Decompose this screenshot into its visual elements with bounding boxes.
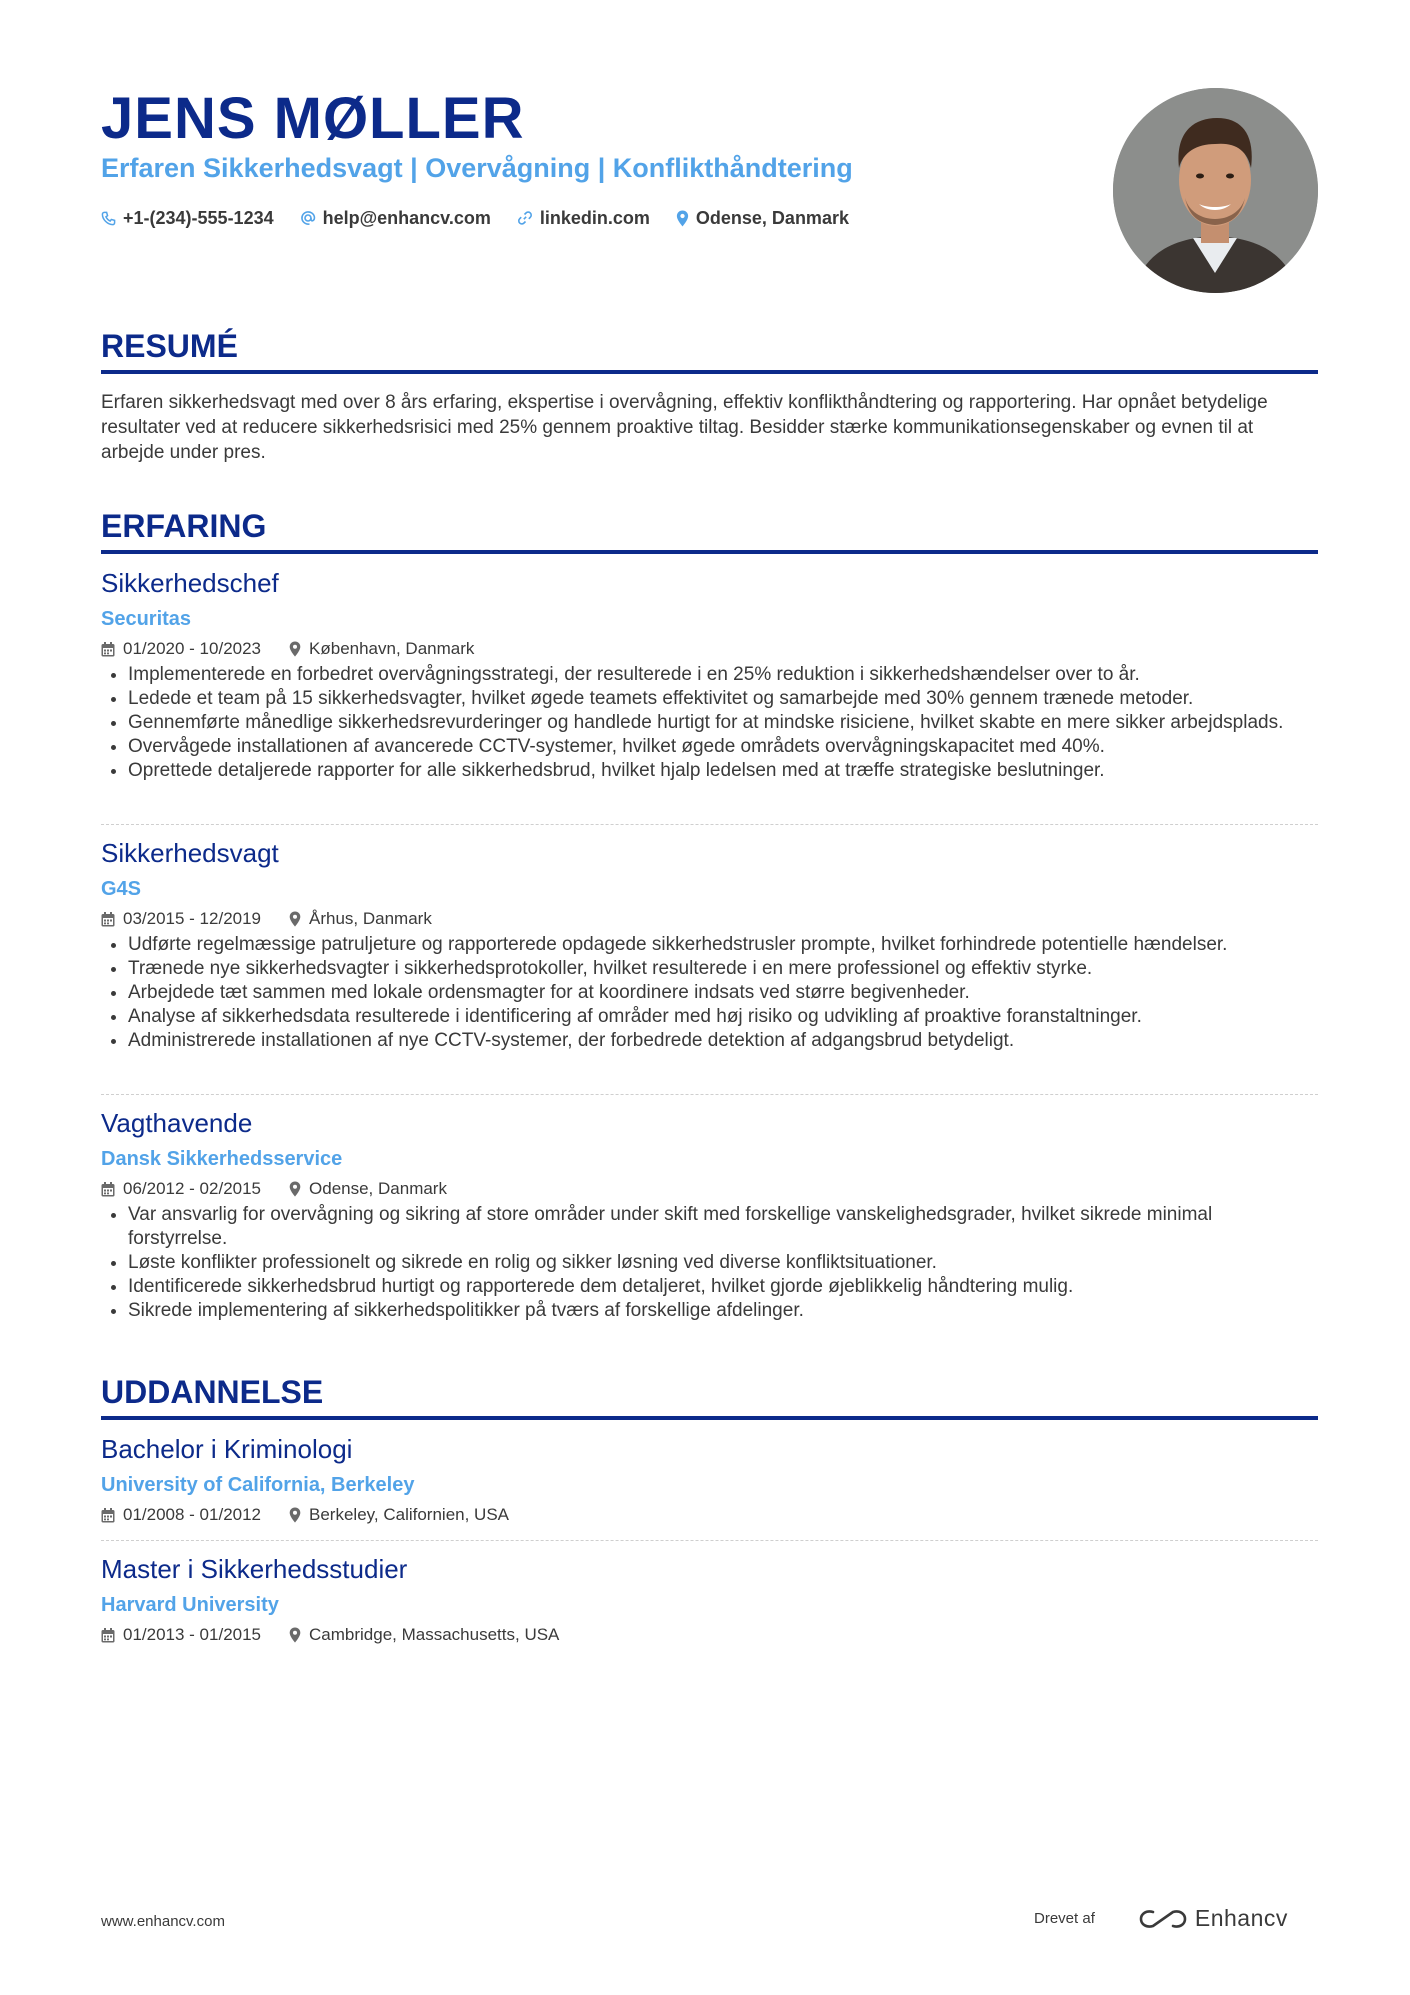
education-location-text: Berkeley, Californien, USA: [309, 1505, 510, 1524]
entry-divider: [101, 824, 1318, 825]
entry-divider: [101, 1540, 1318, 1541]
email-text: help@enhancv.com: [322, 207, 491, 228]
link-icon: [517, 210, 533, 226]
job-location-text: København, Danmark: [309, 639, 475, 658]
experience-entry: [101, 566, 1318, 783]
job-dates: [101, 1177, 261, 1201]
job-location-text: Odense, Danmark: [309, 1179, 447, 1198]
bullet-item: Analyse af sikkerhedsdata resulterede i identificering af områder med høj risiko og udvikling af proaktive foranstaltninger.: [128, 1005, 1318, 1029]
section-title-education: UDDANNELSE: [101, 1372, 1318, 1420]
bullet-item: Trænede nye sikkerhedsvagter i sikkerhedsprotokoller, hvilket resulterede i en mere professionel og effektiv styrke.: [128, 957, 1318, 981]
education-dates: [101, 1503, 261, 1527]
profile-photo: [1113, 88, 1318, 293]
bullet-item: Var ansvarlig for overvågning og sikring af store områder under skift med forskellige vanskelighedsgrader, hvilket sikrede minimal forstyrrelse.: [128, 1203, 1318, 1251]
candidate-name: JENS MØLLER: [101, 86, 525, 151]
location-pin-icon: [289, 1507, 301, 1523]
education-meta: [101, 1623, 1318, 1647]
company-name: Securitas: [101, 608, 192, 630]
job-dates: [101, 907, 261, 931]
bullet-item: Oprettede detaljerede rapporter for alle sikkerhedsbrud, hvilket hjalp ledelsen med at træffe strategiske beslutninger.: [128, 759, 1318, 783]
education-location: [289, 1503, 509, 1527]
job-title: Sikkerhedschef: [101, 568, 279, 598]
bullet-item: Udførte regelmæssige patruljeture og rapporterede opdagede sikkerhedstrusler prompte, hvilket forhindrede potentielle hændelser.: [128, 933, 1318, 957]
location-pin-icon: [289, 911, 301, 927]
school-name: University of California, Berkeley: [101, 1474, 415, 1496]
bullet-item: Løste konflikter professionelt og sikrede en rolig og sikker løsning ved diverse konfliktsituationer.: [128, 1251, 1318, 1275]
calendar-icon: [101, 912, 115, 927]
footer-branding[interactable]: [1034, 1905, 1288, 1932]
candidate-tagline: Erfaren Sikkerhedsvagt | Overvågning | Konflikthåndtering: [101, 153, 853, 183]
education-meta: [101, 1503, 1318, 1527]
contact-email[interactable]: [300, 208, 491, 229]
bullet-item: Gennemførte månedlige sikkerhedsrevurderinger og handlede hurtigt for at mindske risiciene, hvilket skabte en mere sikker arbejdsplads.: [128, 711, 1318, 735]
phone-icon: [101, 211, 116, 226]
degree-title: Master i Sikkerhedsstudier: [101, 1554, 408, 1584]
education-dates: [101, 1623, 261, 1647]
profile-photo-image: [1113, 88, 1318, 293]
company-name: Dansk Sikkerhedsservice: [101, 1148, 343, 1170]
bullet-item: Sikrede implementering af sikkerhedspolitikker på tværs af forskellige afdelinger.: [128, 1299, 1318, 1323]
phone-text: +1-(234)-555-1234: [123, 207, 274, 228]
contact-phone[interactable]: [101, 208, 274, 229]
calendar-icon: [101, 1182, 115, 1197]
bullet-item: Administrerede installationen af nye CCTV-systemer, der forbedrede detektion af adgangsbrud betydeligt.: [128, 1029, 1318, 1053]
powered-by-label: Drevet af: [1034, 1910, 1095, 1927]
education-entry: [101, 1432, 1318, 1527]
school-name: Harvard University: [101, 1594, 279, 1616]
section-title-experience: ERFARING: [101, 506, 1318, 554]
bullet-item: Arbejdede tæt sammen med lokale ordensmagter for at koordinere indsats ved større begivenheder.: [128, 981, 1318, 1005]
location-pin-icon: [676, 210, 689, 227]
job-title: Vagthavende: [101, 1108, 253, 1138]
brand-name: Enhancv: [1194, 1905, 1288, 1931]
location-pin-icon: [289, 1181, 301, 1197]
job-bullets: [101, 663, 1318, 783]
education-entry: [101, 1552, 1318, 1647]
job-location: [289, 907, 432, 931]
job-meta: [101, 637, 1318, 661]
job-location: [289, 1177, 447, 1201]
job-meta: [101, 1177, 1318, 1201]
contact-linkedin[interactable]: [517, 208, 650, 229]
location-pin-icon: [289, 1627, 301, 1643]
calendar-icon: [101, 1628, 115, 1643]
job-location: [289, 637, 474, 661]
job-title: Sikkerhedsvagt: [101, 838, 279, 868]
calendar-icon: [101, 1508, 115, 1523]
location-pin-icon: [289, 641, 301, 657]
education-dates-text: 01/2008 - 01/2012: [123, 1505, 262, 1524]
job-dates-text: 06/2012 - 02/2015: [123, 1179, 262, 1198]
contact-location: [676, 208, 849, 229]
job-bullets: [101, 933, 1318, 1053]
enhancv-logo-icon: [1139, 1907, 1187, 1931]
bullet-item: Implementerede en forbedret overvågningsstrategi, der resulterede i en 25% reduktion i sikkerhedshændelser over to år.: [128, 663, 1318, 687]
job-location-text: Århus, Danmark: [309, 909, 432, 928]
entry-divider: [101, 1094, 1318, 1095]
section-title-summary: RESUMÉ: [101, 326, 1318, 374]
at-icon: [300, 210, 316, 226]
education-dates-text: 01/2013 - 01/2015: [123, 1625, 262, 1644]
job-dates: [101, 637, 261, 661]
bullet-item: Ledede et team på 15 sikkerhedsvagter, hvilket øgede teamets effektivitet og samarbejde med 30% gennem trænede metoder.: [128, 687, 1318, 711]
job-meta: [101, 907, 1318, 931]
job-dates-text: 01/2020 - 10/2023: [123, 639, 262, 658]
bullet-item: Overvågede installationen af avancerede CCTV-systemer, hvilket øgede områdets overvågningskapacitet med 40%.: [128, 735, 1318, 759]
job-bullets: [101, 1203, 1318, 1323]
summary-text: Erfaren sikkerhedsvagt med over 8 års erfaring, ekspertise i overvågning, effektiv konflikthåndtering og rapportering. Har opnået betydelige resultater ved at reducere sikkerhedsrisici med 25% gennem proaktive tiltag. Besidder stærke kommunikationsegenskaber og evnen til at arbejde under pres.: [101, 392, 1268, 463]
experience-entry: [101, 1106, 1318, 1323]
education-location: [289, 1623, 559, 1647]
contact-row: [101, 204, 875, 232]
company-name: G4S: [101, 878, 142, 900]
footer-website-link[interactable]: www.enhancv.com: [101, 1913, 225, 1930]
location-text: Odense, Danmark: [695, 207, 849, 228]
degree-title: Bachelor i Kriminologi: [101, 1434, 353, 1464]
experience-entry: [101, 836, 1318, 1053]
bullet-item: Identificerede sikkerhedsbrud hurtigt og rapporterede dem detaljeret, hvilket gjorde øjeblikkelig håndtering mulig.: [128, 1275, 1318, 1299]
linkedin-text: linkedin.com: [539, 207, 650, 228]
job-dates-text: 03/2015 - 12/2019: [123, 909, 262, 928]
education-location-text: Cambridge, Massachusetts, USA: [309, 1625, 560, 1644]
calendar-icon: [101, 642, 115, 657]
